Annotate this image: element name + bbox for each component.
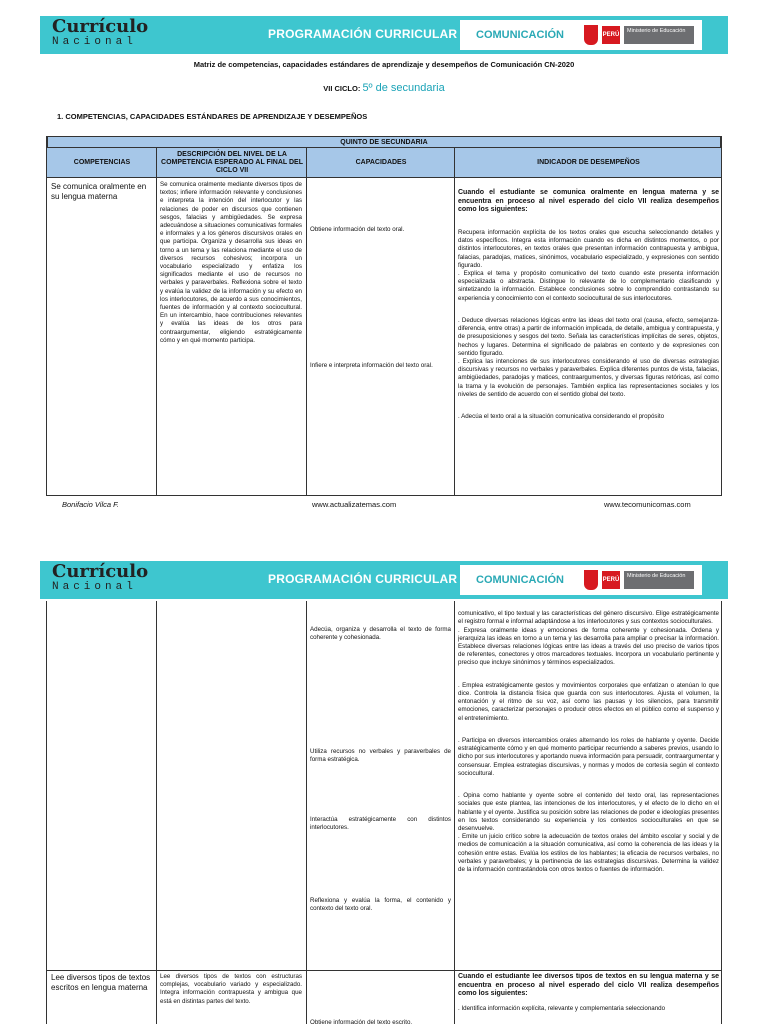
curriculo-nacional-logo: Currículo Nacional xyxy=(52,561,149,593)
divider xyxy=(47,495,722,496)
indicador-item: Recupera información explícita de los textos orales que escucha seleccionando detalles y datos específicos. Integra esta información cuando es dicha en distintos momentos, o por distintos interlocutores, en textos orales que presentan información contrapuesta y ambigua, falacias, paradojas, matices, sinónimos, vocabulario especializado, y expresiones con sentido figurado. . Explica el tema y propósito comunicativo del texto cuando este presenta información especializada o abstracta. Distingue lo relevante de lo complementario clasificando y sintetizando la información. Establece conclusiones sobre lo comprendido contrastando su experiencia y conocimiento con el contexto sociocultural de sus interlocutores. xyxy=(458,228,719,302)
comunicacion-label: COMUNICACIÓN xyxy=(476,574,564,586)
minedu-box xyxy=(460,20,702,50)
ciclo-value: 5º de secundaria xyxy=(362,82,445,94)
ministerio-label: Ministerio de Educación xyxy=(624,571,694,589)
curriculo-nacional-logo: Currículo Nacional xyxy=(52,16,149,48)
capacidad-cell: Reflexiona y evalúa la forma, el contenido y contexto del texto oral. xyxy=(310,897,451,913)
divider xyxy=(454,148,455,496)
descripcion-cell: Lee diversos tipos de textos con estructuras complejas, vocabulario variado y especializado. Integra información contrapuesta y ambigua que está en distintas partes del texto. xyxy=(160,973,302,1005)
capacidad-cell: Obtiene información del texto escrito. xyxy=(310,1019,413,1026)
indicador-lead: Cuando el estudiante lee diversos tipos de textos en su lengua materna y se encuentra en proceso al nivel esperado del ciclo VII realiza desempeños como los siguientes: xyxy=(458,973,719,997)
minedu-box xyxy=(460,565,702,595)
header-banner xyxy=(40,561,728,599)
indicador-item: . Adecúa el texto oral a la situación comunicativa considerando el propósito xyxy=(458,413,665,421)
capacidad-cell: Infiere e interpreta información del texto oral. xyxy=(310,362,433,369)
header-banner xyxy=(40,16,728,54)
column-header-row xyxy=(47,148,721,178)
competencia-cell: Se comunica oralmente en su lengua materna xyxy=(51,182,147,201)
grade-header: QUINTO DE SECUNDARIA xyxy=(47,136,721,148)
competencias-table xyxy=(46,136,722,496)
indicador-cell xyxy=(458,602,719,968)
indicador-item: . Participa en diversos intercambios orales alternando los roles de hablante y oyente. Decide estratégicamente cómo y en qué momento participar recurriendo a saberes previos, usando lo dicho por sus interlocutores y aportando nueva información para persuadir, contraargumentar y consensuar. Emplea estrategias discursivas, y normas y modos de cortesía según el contexto sociocultural. xyxy=(458,737,719,777)
section-heading: 1. COMPETENCIAS, CAPACIDADES ESTÁNDARES DE APRENDIZAJE Y DESEMPEÑOS xyxy=(57,112,368,121)
descripcion-cell: Se comunica oralmente mediante diversos tipos de textos; infiere información relevante y conclusiones e interpreta la intención del interlocutor y las relaciones de poder en discursos que contienen sesgos, falacias y ambigüedades. Se expresa adecuándose a situaciones comunicativas formales e informales y a los géneros discursivos orales en que participa. Organiza y desarrolla sus ideas en torno a un tema y las relaciona mediante el uso de diversos recursos cohesivos; incorpora un vocabulario especializado y enfatiza los significados mediante el uso de recursos no verbales y paraverbales. Reflexiona sobre el texto y evalúa la validez de la información y su efecto en los interlocutores, de acuerdo a sus conocimientos, fuentes de información y al contexto sociocultural. En un intercambio, hace contribuciones relevantes y evalúa las ideas de los otros para contraargumentar, eligiendo estratégicamente cómo y en qué momento participa. xyxy=(160,181,302,344)
peru-shield-icon xyxy=(584,25,598,45)
footer-link-tecomunicomas[interactable]: www.tecomunicomas.com xyxy=(604,500,691,509)
divider xyxy=(156,148,157,496)
indicador-item: . Opina como hablante y oyente sobre el contenido del texto oral, las representaciones sociales que este plantea, las intenciones de los interlocutores, y el efecto de lo dicho en el hablante y el oyente. Justifica su posición sobre las relaciones de poder e ideologías presentes en los textos considerando su experiencia y los contextos socioculturales en que se desenvuelve. . Emite un juicio crítico sobre la adecuación de textos orales del ámbito escolar y social y de medios de comunicación a la situación comunicativa, así como la coherencia de las ideas y la cohesión entre estas. Evalúa los estilos de los hablantes; la eficacia de recursos verbales, no verbales y paraverbales; y la pertinencia de las estrategias discursivas. Determina la validez de la información contrastándola con otros textos o fuentes de información. xyxy=(458,792,719,874)
col-indicador: INDICADOR DE DESEMPEÑOS xyxy=(537,159,640,166)
footer-author: Bonifacio Vilca F. xyxy=(62,500,119,509)
divider xyxy=(306,601,307,1024)
ciclo-label: VII CICLO: xyxy=(323,84,361,93)
indicador-item: . Deduce diversas relaciones lógicas entre las ideas del texto oral (causa, efecto, semejanza-diferencia, entre otras) a partir de información implicada, de detalle, ambigua y contrapuesta, y de presuposiciones y sesgos del texto. Señala las características implícitas de seres, objetos, hechos y lugares. Determina el significado de palabras en contexto y de expresiones con sentido figurado. . Explica las intenciones de sus interlocutores considerando el uso de diversas estrategias discursivas y recursos no verbales y paraverbales. Explica diferentes puntos de vista, falacias, ambigüedades, paradojas y matices, contraargumentos, y diversas figuras retóricas, así como la trama y la evolución de personajes. También explica las representaciones sociales y los niveles de sentido de acuerdo con el sentido global del texto. xyxy=(458,316,719,398)
divider xyxy=(306,148,307,496)
col-competencias: COMPETENCIAS xyxy=(73,159,131,166)
peru-label: PERÚ xyxy=(602,26,620,44)
indicador-item: comunicativo, el tipo textual y las características del género discursivo. Elige estratégicamente el registro formal e informal adaptándose a los interlocutores y sus contextos socioculturales. . Expresa oralmente ideas y emociones de forma coherente y cohesionada. Ordena y jerarquiza las ideas en torno a un tema y las desarrolla para ampliar o precisar la información. Establece diversas relaciones lógicas entre las ideas a través del uso preciso de varios tipos de referentes, conectores y otros marcadores textuales. Incorpora un vocabulario pertinente y preciso que incluye sinónimos y términos especializados. xyxy=(458,610,719,667)
comunicacion-label: COMUNICACIÓN xyxy=(476,29,564,41)
capacidad-cell: Interactúa estratégicamente con distintos interlocutores. xyxy=(310,816,451,832)
ministerio-label: Ministerio de Educación xyxy=(624,26,694,44)
indicador-item: . Identifica información explícita, relevante y complementaria seleccionando xyxy=(458,1004,666,1012)
competencia-cell: Lee diversos tipos de textos escritos en lengua materna xyxy=(51,973,151,992)
indicador-item: . Emplea estratégicamente gestos y movimientos corporales que enfatizan o atenúan lo que dice. Controla la distancia física que guarda con sus interlocutores. Ajusta el volumen, la entonación y el ritmo de su voz, así como las pausas y los silencios, para transmitir emociones, caracterizar personajes o producir otros efectos en el público como el suspenso y el entretenimiento. xyxy=(458,681,719,722)
peru-shield-icon xyxy=(584,570,598,590)
competencias-table-continued xyxy=(46,601,722,1024)
peru-label: PERÚ xyxy=(602,571,620,589)
divider xyxy=(47,970,722,971)
indicador-cell xyxy=(458,973,719,1024)
indicador-lead: Cuando el estudiante se comunica oralmente en lengua materna y se encuentra en proceso al nivel esperado del ciclo VII realiza desempeños como los siguientes: xyxy=(458,189,719,214)
indicador-cell xyxy=(458,181,719,495)
programacion-curricular-label: PROGRAMACIÓN CURRICULAR xyxy=(268,27,458,41)
col-descripcion: DESCRIPCIÓN DEL NIVEL DE LA COMPETENCIA ESPERADO AL FINAL DEL CICLO VII xyxy=(161,151,303,174)
programacion-curricular-label: PROGRAMACIÓN CURRICULAR xyxy=(268,572,458,586)
capacidad-cell: Utiliza recursos no verbales y paraverbales de forma estratégica. xyxy=(310,748,451,764)
divider xyxy=(454,601,455,1024)
divider xyxy=(156,601,157,1024)
footer-link-actualizatemas[interactable]: www.actualizatemas.com xyxy=(312,500,397,509)
capacidad-cell: Adecúa, organiza y desarrolla el texto de forma coherente y cohesionada. xyxy=(310,626,451,642)
capacidad-cell: Obtiene información del texto oral. xyxy=(310,226,405,233)
col-capacidades: CAPACIDADES xyxy=(355,159,407,166)
ciclo-line xyxy=(0,82,768,94)
document-title: Matriz de competencias, capacidades estándares de aprendizaje y desempeños de Comunicación CN-2020 xyxy=(193,60,575,69)
